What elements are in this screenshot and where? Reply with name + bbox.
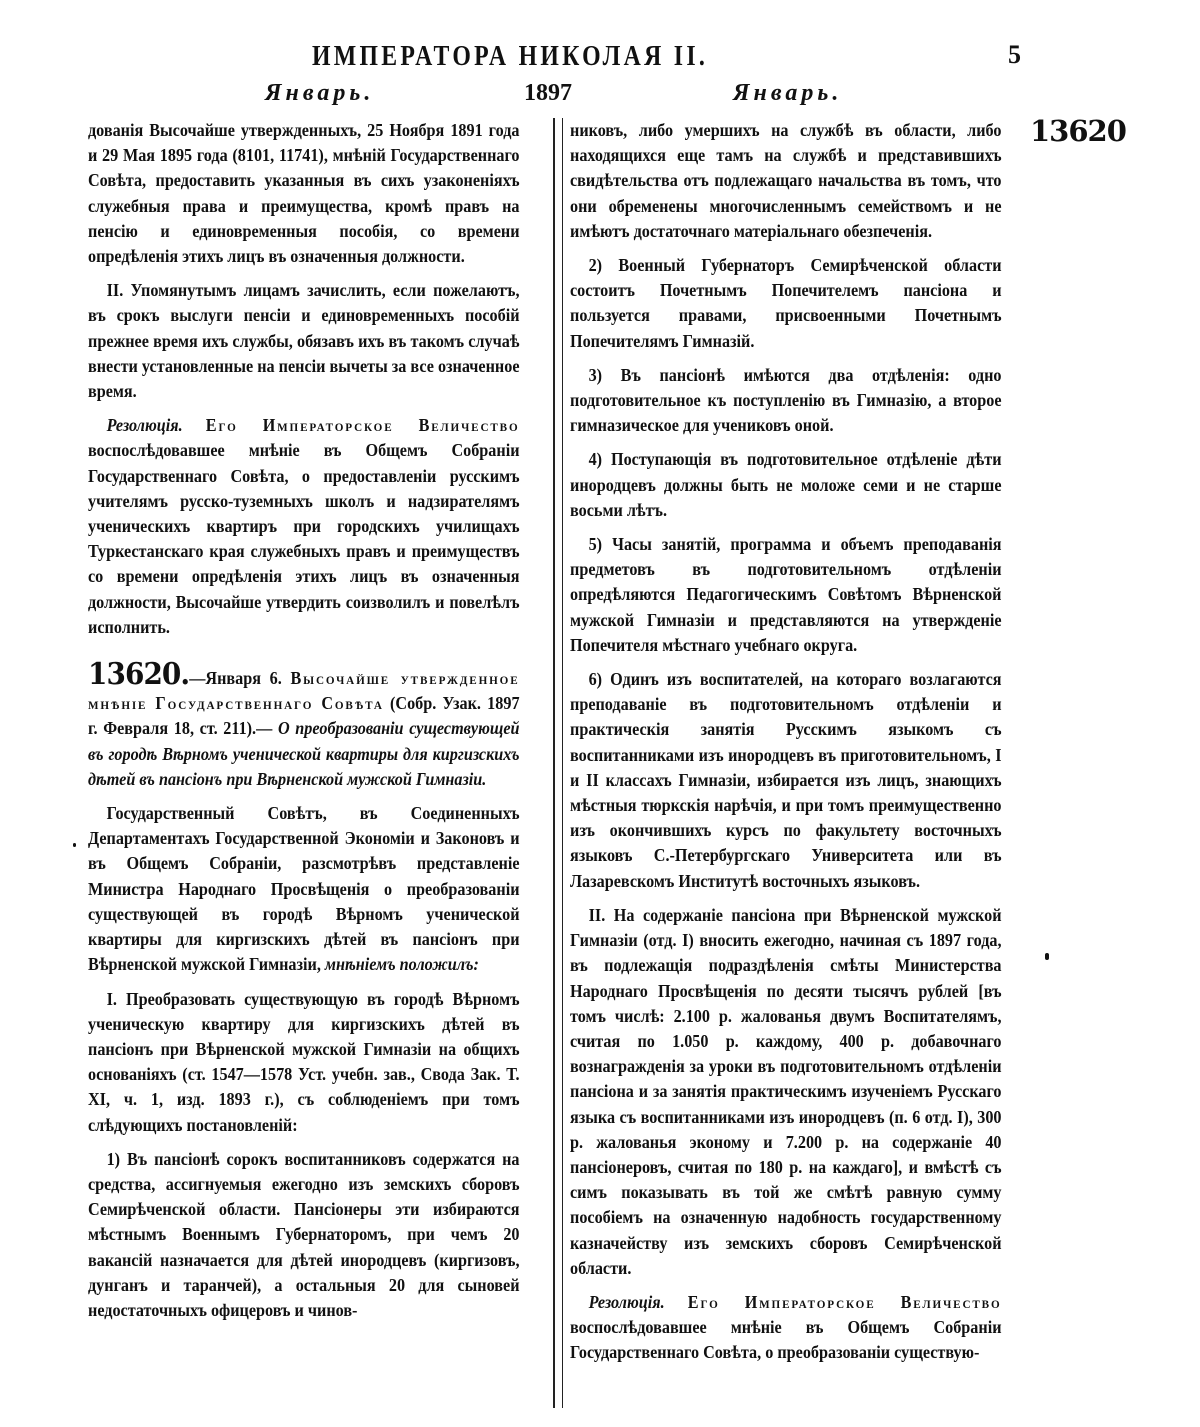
article-title: Высочайше утвержденное мнѣніе Государственнаго Совѣта bbox=[88, 668, 520, 714]
paragraph: I. Преобразовать существующую въ городѣ Вѣрномъ ученическую квартиру для киргизскихъ дѣтей въ пансіонъ при Вѣрненской мужской Гимназіи на общихъ основаніяхъ (ст. 1547—1578 Уст. учебн. зав., Свода Зак. Т. XI, ч. 1, изд. 1893 г.), съ соблюденіемъ при томъ слѣдующихъ постановленій: bbox=[88, 988, 520, 1135]
article-citation: (Собр. Узак. 1897 г. Февраля 18, ст. 211).— bbox=[88, 693, 520, 739]
article-subject: О преобразованіи существующей въ городѣ Вѣрномъ ученической квартиры для киргизскихъ дѣтей въ пансіонъ при Вѣрненской мужской Гимназіи. bbox=[88, 718, 520, 789]
print-speck bbox=[73, 843, 76, 847]
page-number: 5 bbox=[1008, 40, 1021, 69]
running-head bbox=[0, 40, 1200, 74]
resolution-caps: Его Императорское Величество bbox=[205, 415, 520, 436]
article-date: —Января 6. bbox=[189, 668, 282, 689]
month-left: Январь. bbox=[265, 80, 375, 106]
paragraph: 3) Въ пансіонѣ имѣются два отдѣленія: одно подготовительное къ поступленію въ Гимназію, а второе гимназическое для учениковъ оной. bbox=[570, 364, 1002, 436]
council-text: Государственный Совѣтъ, въ Соединенныхъ Департаментахъ Государственной Экономіи и Законовъ и въ Общемъ Собраніи, разсмотрѣвъ представленіе Министра Народнаго Просвѣщенія о преобразованіи существующей въ городѣ Вѣрномъ ученической квартиры для киргизскихъ дѣтей въ пансіонъ при Вѣрненской мужской Гимназіи, bbox=[88, 803, 520, 975]
paragraph: 5) Часы занятій, программа и объемъ преподаванія предметовъ въ подготовительномъ отдѣленіи опредѣляются Педагогическимъ Совѣтомъ Вѣрненской мужской Гимназіи и представляются на утвержденіе Попечителя мѣстнаго учебнаго округа. bbox=[570, 534, 1002, 655]
resolution-caps: Его Императорское Величество bbox=[687, 1291, 1002, 1312]
column-divider-rule bbox=[562, 118, 563, 1408]
resolution-paragraph bbox=[570, 1290, 1002, 1366]
date-line bbox=[0, 80, 1200, 110]
council-decision: мнѣніемъ положилъ: bbox=[324, 954, 479, 975]
month-right: Январь. bbox=[733, 80, 843, 106]
paragraph: никовъ, либо умершихъ на службѣ въ области, либо находящихся еще тамъ на службѣ и представившихъ свидѣтельства отъ подлежащаго начальства въ томъ, что они обременены многочисленнымъ семействомъ и не имѣютъ достаточнаго матеріальнаго обезпеченія. bbox=[570, 120, 1002, 241]
resolution-paragraph bbox=[88, 413, 520, 640]
resolution-text: воспослѣдовавшее мнѣніе въ Общемъ Собраніи Государственнаго Совѣта, о предоставленіи русскимъ учителямъ русско-туземныхъ школъ и надзирателямъ ученическихъ квартиръ при городскихъ училищахъ Туркестанскаго края служебныхъ правъ и преимуществъ со времени опредѣленія этихъ лицъ въ означенныя должности, Высочайше утвердить соизволилъ и повелѣлъ исполнить. bbox=[88, 440, 520, 637]
left-column bbox=[88, 118, 520, 1332]
paragraph: 2) Военный Губернаторъ Семирѣченской области состоитъ Почетнымъ Попечителемъ пансіона и пользуется правами, присвоенными Почетнымъ Попечителямъ Гимназій. bbox=[570, 255, 1002, 351]
paragraph: II. На содержаніе пансіона при Вѣрненской мужской Гимназіи (отд. I) вносить ежегодно, начиная съ 1897 года, въ подлежащія подраздѣленія смѣты Министерства Народнаго Просвѣщенія по десяти тысячъ рублей [въ томъ числѣ: 2.100 р. жалованья двумъ Воспитателямъ, считая по 1.050 р. каждому, 400 р. добавочнаго вознагражденія за уроки въ подготовительномъ отдѣленіи пансіона и за занятія практическимъ изученіемъ Русскаго языка съ воспитанниками изъ инородцевъ (п. 6 отд. I), 300 р. жалованья эконому и 7.200 р. на содержаніе 40 пансіонеровъ, считая по 180 р. на каждаго], и вмѣстѣ съ симъ показывать въ той же смѣтѣ равную сумму пособіемъ на означенную надобность государственному казначейству изъ земскихъ сборовъ Семирѣченской области. bbox=[570, 904, 1002, 1278]
paragraph: 4) Поступающія въ подготовительное отдѣленіе дѣти инородцевъ должны быть не моложе семи и не старше восьми лѣтъ. bbox=[570, 449, 1002, 520]
resolution-text: воспослѣдовавшее мнѣніе въ Общемъ Собраніи Государственнаго Совѣта, о преобразованіи существую- bbox=[570, 1317, 1002, 1363]
resolution-label: Резолюція. bbox=[588, 1291, 665, 1312]
paragraph: II. Упомянутымъ лицамъ зачислить, если пожелаютъ, въ срокъ выслуги пенсіи и единовременныхъ пособій прежнее время ихъ службы, обязавъ ихъ въ такомъ случаѣ внести установленные на пенсіи вычеты за все означенное время. bbox=[88, 280, 520, 402]
paragraph: 1) Въ пансіонѣ сорокъ воспитанниковъ содержатся на средства, ассигнуемыя ежегодно изъ земскихъ сборовъ Семирѣченской области. Пансіонеры эти избираются мѣстнымъ Военнымъ Губернаторомъ, при чемъ 20 вакансій назначается для дѣтей инородцевъ (киргизовъ, дунганъ и таранчей), а остальныя 20 для сыновей недостаточныхъ офицеровъ и чинов- bbox=[88, 1148, 520, 1320]
article-heading bbox=[88, 657, 520, 792]
column-divider-rule bbox=[553, 118, 555, 1408]
margin-article-marker: 13620 bbox=[1030, 114, 1126, 148]
article-number: 13620. bbox=[88, 657, 190, 693]
print-speck bbox=[1045, 953, 1049, 960]
paragraph: 6) Одинъ изъ воспитателей, на котораго возлагаются преподаваніе въ подготовительномъ отдѣленіи и практическія занятія Русскимъ языкомъ съ воспитанниками изъ инородцевъ въ приготовительномъ, I и II классахъ Гимназіи, избирается изъ лицъ, знающихъ мѣстныя тюркскія нарѣчія, и при томъ преимущественно изъ окончившихъ курсъ по факультету восточныхъ языковъ С.-Петербургскаго Университета или въ Лазаревскомъ Институтѣ восточныхъ языковъ. bbox=[570, 669, 1002, 891]
paragraph: дованія Высочайше утвержденныхъ, 25 Ноября 1891 года и 29 Мая 1895 года (8101, 11741), мнѣній Государственнаго Совѣта, предоставить указанныя въ сихъ узаконеніяхъ служебныя права и преимущества, кромѣ правъ на пенсію и единовременныя пособія, со времени опредѣленія этихъ лицъ въ означенныя должности. bbox=[88, 120, 520, 267]
running-head-title: ИМПЕРАТОРА НИКОЛАЯ II. bbox=[312, 40, 709, 72]
right-column bbox=[570, 118, 1002, 1375]
resolution-label: Резолюція. bbox=[106, 415, 183, 436]
year: 1897 bbox=[524, 80, 572, 106]
paragraph bbox=[88, 801, 520, 977]
